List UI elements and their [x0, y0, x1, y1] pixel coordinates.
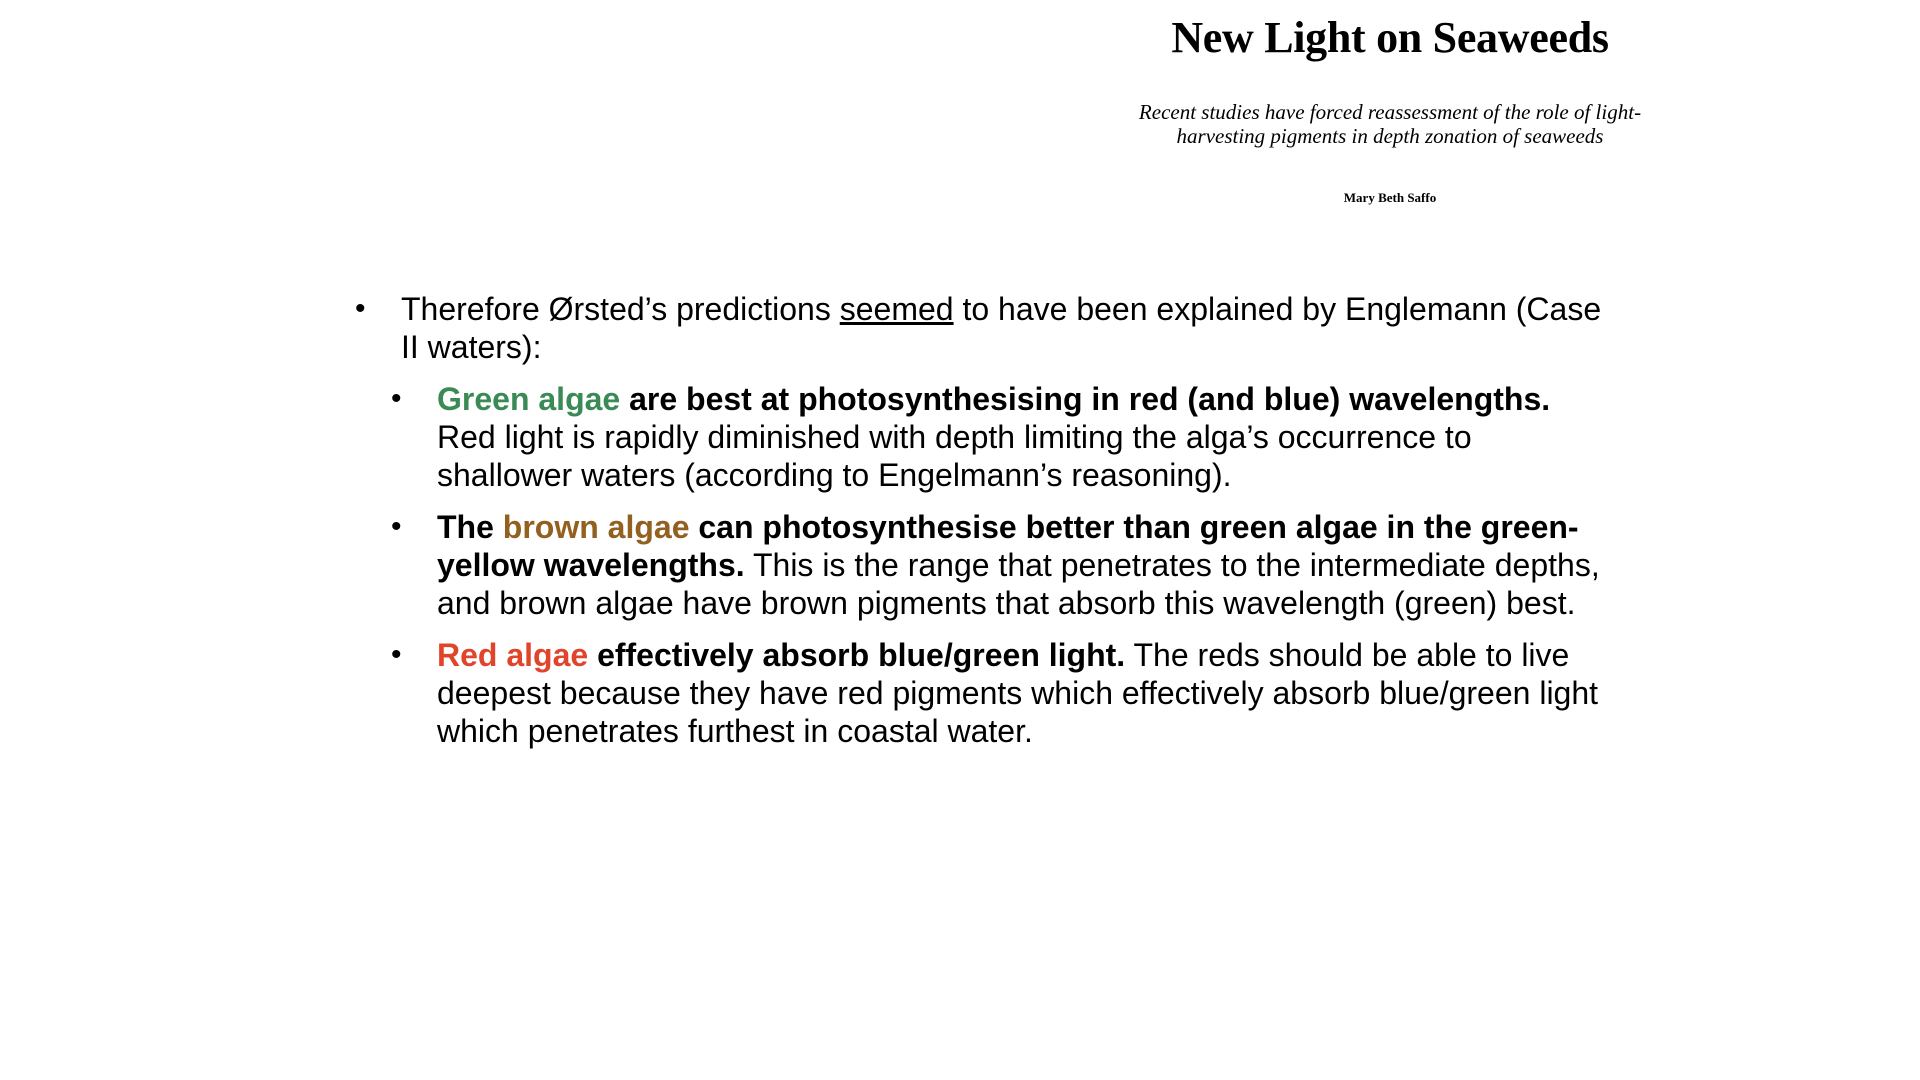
brown-plain-text: This is the range that penetrates to the intermediate depths, and brown algae have brown pigments that absorb this wavelength (green) best.	[437, 547, 1600, 621]
bullet-green-algae	[391, 380, 1605, 494]
red-plain-text: The reds should be able to live deepest because they have red pigments which effectively absorb blue/green light which penetrates furthest in coastal water.	[437, 637, 1599, 749]
intro-before: Therefore Ørsted’s predictions	[401, 291, 840, 327]
intro-underlined: seemed	[839, 291, 954, 327]
brown-bold-pre: The	[437, 509, 503, 545]
green-bold-text: are best at photosynthesising in red (and blue) wavelengths.	[620, 381, 1551, 417]
bullet-dot-icon: •	[391, 510, 402, 543]
bullet-brown-algae	[391, 508, 1605, 622]
green-algae-label: Green algae	[437, 381, 621, 417]
intro-text	[401, 290, 1605, 366]
brown-bold-text: can photosynthesise better than green algae in the green-yellow wavelengths.	[437, 509, 1579, 583]
article-author: Mary Beth Saffo	[1343, 190, 1437, 205]
bullet-dot-icon: •	[391, 638, 402, 671]
bullet-red-algae	[391, 636, 1605, 750]
red-text	[437, 636, 1605, 750]
green-plain-text: Red light is rapidly diminished with depth limiting the alga’s occurrence to shallower waters (according to Engelmann’s reasoning).	[437, 419, 1472, 493]
bullet-dot-icon: •	[391, 382, 402, 415]
brown-text	[437, 508, 1605, 622]
slide-body	[355, 290, 1605, 764]
red-algae-label: Red algae	[437, 637, 589, 673]
intro-after: to have been explained by Englemann (Case II waters):	[401, 291, 1602, 365]
article-header	[1080, 12, 1700, 206]
red-bold-text: effectively absorb blue/green light.	[588, 637, 1126, 673]
brown-algae-label: brown algae	[502, 509, 690, 545]
bullet-intro	[355, 290, 1605, 366]
green-text	[437, 380, 1605, 494]
bullet-dot-icon: •	[355, 292, 366, 325]
article-title: New Light on Seaweeds	[1171, 13, 1609, 62]
article-subtitle: Recent studies have forced reassessment of the role of light-harvesting pigments in depth zonation of seaweeds	[1138, 100, 1642, 148]
